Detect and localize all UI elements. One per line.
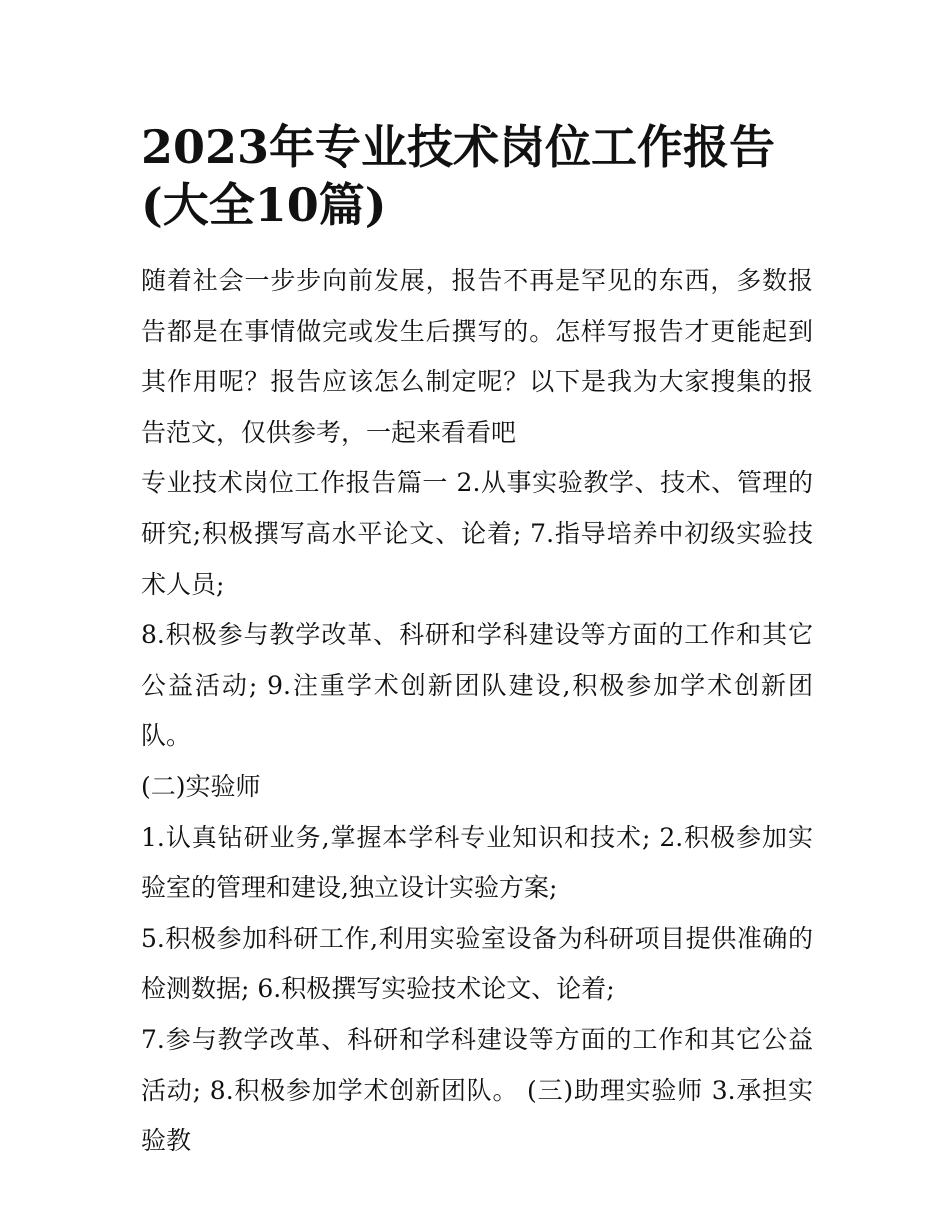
paragraph-experimenter-1: 1.认真钻研业务,掌握本学科专业知识和技术; 2.积极参加实验室的管理和建设,独立设计实验方案; bbox=[141, 822, 813, 903]
paragraph-intro: 随着社会一步步向前发展，报告不再是罕见的东西，多数报告都是在事情做完或发生后撰写的。怎样写报告才更能起到其作用呢？报告应该怎么制定呢？以下是我为大家搜集的报告范文，仅供参考，一起来看看吧 bbox=[141, 266, 813, 447]
paragraph-heading-experimenter: (二)实验师 bbox=[141, 771, 261, 801]
document-body bbox=[141, 256, 813, 1167]
paragraph-experimenter-3: 7.参与教学改革、科研和学科建设等方面的工作和其它公益活动; 8.积极参加学术创新团队。 (三)助理实验师 3.承担实验教 bbox=[141, 1024, 813, 1156]
document-title: 2023年专业技术岗位工作报告(大全10篇) bbox=[141, 120, 776, 232]
document-page bbox=[141, 118, 813, 1167]
paragraph-section-1-cont: 8.积极参与教学改革、科研和学科建设等方面的工作和其它公益活动; 9.注重学术创新团队建设,积极参加学术创新团队。 bbox=[141, 620, 813, 751]
paragraph-section-1: 专业技术岗位工作报告篇一 2.从事实验教学、技术、管理的研究;积极撰写高水平论文、论着; 7.指导培养中初级实验技术人员; bbox=[141, 468, 813, 599]
paragraph-experimenter-2: 5.积极参加科研工作,利用实验室设备为科研项目提供准确的检测数据; 6.积极撰写实验技术论文、论着; bbox=[141, 923, 813, 1004]
